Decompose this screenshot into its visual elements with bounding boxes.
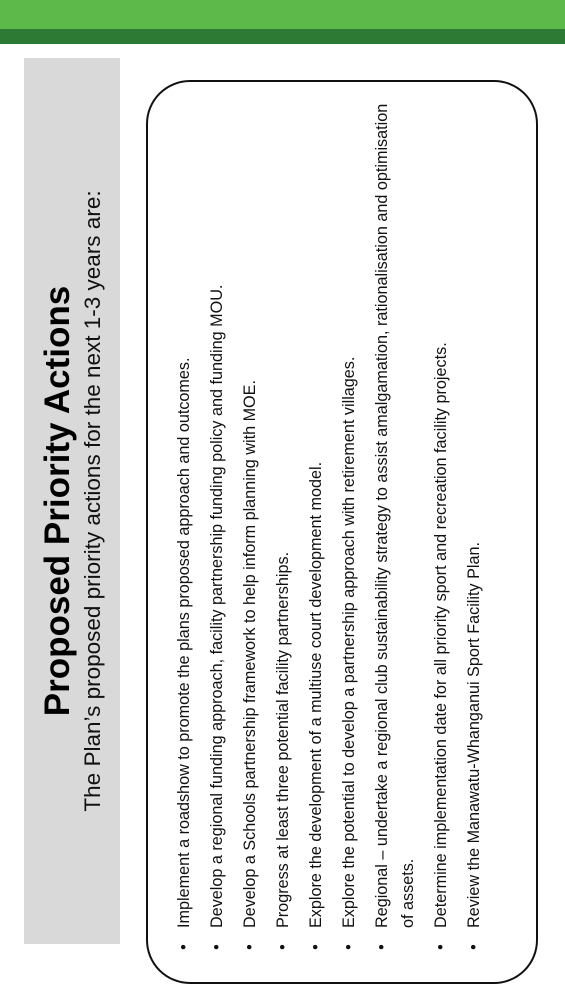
list-item-text: Explore the development of a multiuse court development model. xyxy=(307,461,325,928)
bullet-icon: • xyxy=(208,944,226,950)
actions-list-container xyxy=(157,102,527,962)
bullet-icon: • xyxy=(340,944,358,950)
list-item xyxy=(237,102,263,956)
bullet-icon: • xyxy=(241,944,259,950)
list-item xyxy=(336,102,362,956)
bullet-icon: • xyxy=(373,944,391,950)
list-item-text: Regional – undertake a regional club sustainability strategy to assist amalgamation, rationalisation and optimisation of assets. xyxy=(373,103,417,928)
list-item-text: Review the Manawatu-Whanganui Sport Facility Plan. xyxy=(465,542,483,928)
header-bar xyxy=(0,0,565,44)
list-item-text: Determine implementation date for all priority sport and recreation facility projects. xyxy=(432,342,450,928)
list-item xyxy=(461,102,487,956)
list-item xyxy=(270,102,296,956)
bullet-icon: • xyxy=(175,944,193,950)
page-subtitle: The Plan’s proposed priority actions for the next 1-3 years are: xyxy=(80,190,105,812)
bullet-icon: • xyxy=(307,944,325,950)
bullet-icon: • xyxy=(432,944,450,950)
bullet-icon: • xyxy=(274,944,292,950)
list-item xyxy=(171,102,197,956)
bullet-icon: • xyxy=(465,944,483,950)
list-item xyxy=(369,102,421,956)
title-block xyxy=(24,58,120,944)
list-item xyxy=(204,102,230,956)
list-item-text: Implement a roadshow to promote the plans proposed approach and outcomes. xyxy=(175,357,193,928)
actions-list xyxy=(171,102,487,956)
list-item-text: Develop a Schools partnership framework to help inform planning with MOE. xyxy=(241,380,259,928)
list-item xyxy=(428,102,454,956)
list-item xyxy=(303,102,329,956)
list-item-text: Progress at least three potential facility partnerships. xyxy=(274,551,292,928)
list-item-text: Explore the potential to develop a partnership approach with retirement villages. xyxy=(340,356,358,928)
list-item-text: Develop a regional funding approach, facility partnership funding policy and funding MOU. xyxy=(208,284,226,928)
page-title: Proposed Priority Actions xyxy=(38,285,77,717)
